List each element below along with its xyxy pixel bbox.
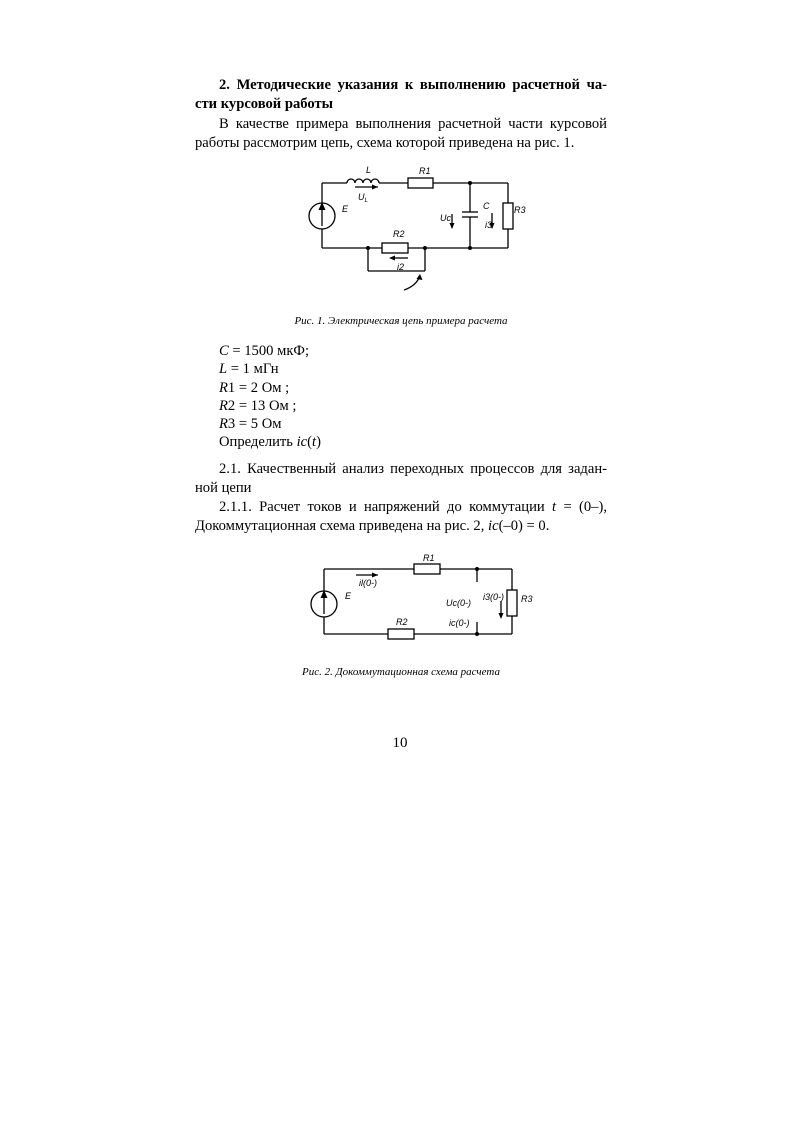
fig1-label-Uc: Uc [440,213,451,223]
circuit-figure-1 [300,160,530,300]
figure-1-caption: Рис. 1. Электрическая цепь примера расчета [294,315,508,327]
page-number: 10 [392,735,408,751]
fig2-label-ic: ic(0-) [449,618,470,628]
param-R3: R3 = 5 Ом [219,416,282,433]
fig1-label-UL-main: U [358,192,365,202]
fig2-label-E: E [345,591,352,601]
heading-line-1: 2. Методические указания к выполнению расчетной ча- [219,77,607,93]
intro-line-2: работы рассмотрим цепь, схема которой приведена на рис. 1. [195,135,575,151]
heading-line-2: сти курсовой работы [195,96,334,112]
sub-p1-line-1: 2.1. Качественный анализ переходных процессов для задан- [219,461,607,477]
sub-p2-line-2: Докоммутационная схема приведена на рис. 2, ic(–0) = 0. [195,518,550,534]
fig2-label-Uc: Uc(0-) [446,598,471,608]
task-line: Определить ic(t) [219,434,321,451]
fig1-label-L: L [366,165,372,175]
param-C: C = 1500 мкФ; [219,343,310,359]
sub-p2-line-1: 2.1.1. Расчет токов и напряжений до коммутации t = (0–), [219,499,607,515]
fig2-label-R1: R1 [423,553,435,563]
fig1-label-i2: i2 [397,262,405,272]
circuit-figure-2 [300,550,540,650]
intro-line-1: В качестве примера выполнения расчетной части курсовой [219,116,607,132]
param-R1: R1 = 2 Ом ; [219,379,290,396]
fig2-label-R3: R3 [521,594,533,604]
fig1-label-UL [358,192,368,204]
fig2-label-il: il(0-) [359,578,377,588]
fig1-label-UL-sub: L [364,198,368,204]
fig2-label-R2: R2 [396,617,408,627]
fig1-label-R2: R2 [393,229,405,239]
sub-p1-line-2: ной цепи [195,480,252,496]
param-R2: R2 = 13 Ом ; [219,397,297,414]
fig1-label-R1: R1 [419,166,431,176]
fig1-label-C: C [483,201,490,211]
figure-2-caption: Рис. 2. Докоммутационная схема расчета [302,666,500,678]
intro-paragraph [195,115,607,153]
fig1-label-i3: i3 [485,220,493,230]
param-L: L = 1 мГн [219,361,279,378]
subsection-text [195,460,607,536]
fig1-label-R3: R3 [514,205,526,215]
fig1-label-E: E [342,204,349,214]
section-heading [195,76,607,114]
parameter-list [219,342,321,452]
fig2-label-i3: i3(0-) [483,592,505,602]
